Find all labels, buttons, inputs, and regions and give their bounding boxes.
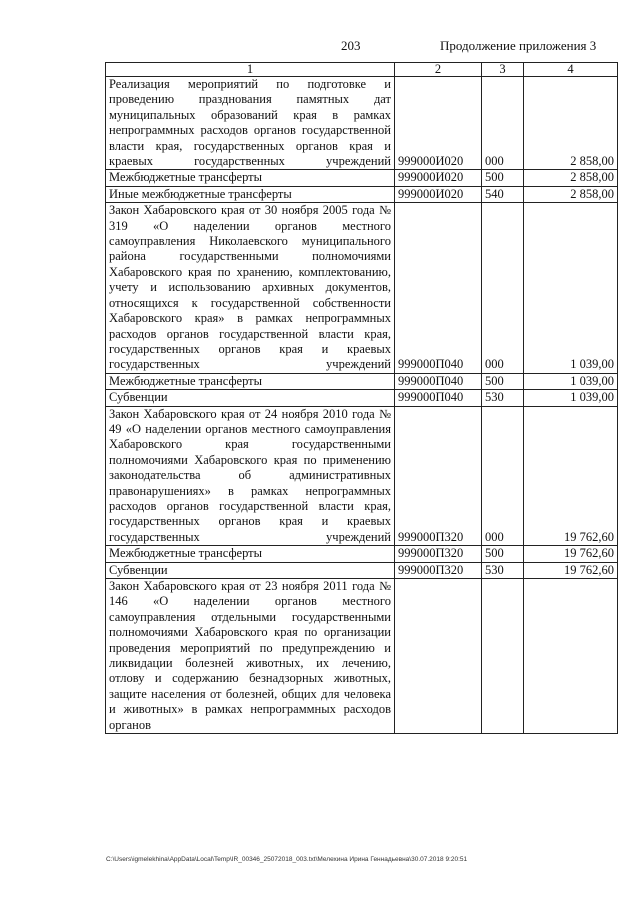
table-row	[106, 579, 618, 734]
column-header-2: 2	[395, 63, 482, 77]
row-code: 999000П040	[395, 390, 482, 406]
row-type: 500	[482, 546, 524, 562]
row-code: 999000П320	[395, 406, 482, 546]
table-row	[106, 546, 618, 562]
table-row	[106, 562, 618, 578]
row-amount: 1 039,00	[524, 373, 618, 389]
table-row	[106, 373, 618, 389]
column-header-4: 4	[524, 63, 618, 77]
table-row	[106, 77, 618, 170]
row-type: 000	[482, 77, 524, 170]
row-amount: 1 039,00	[524, 203, 618, 373]
table-row	[106, 203, 618, 373]
row-amount: 2 858,00	[524, 77, 618, 170]
row-amount: 1 039,00	[524, 390, 618, 406]
row-name: Закон Хабаровского края от 24 ноября 2010 года № 49 «О наделении органов местного самоуправления Хабаровского края государственными полномочиями Хабаровского края по применению законодательства об административных правонарушениях» в рамках непрограммных расходов органов государственной власти края, государственных органов края и краевых государственных учреждений	[106, 406, 395, 546]
row-amount: 2 858,00	[524, 170, 618, 186]
row-code: 999000И020	[395, 77, 482, 170]
row-name: Иные межбюджетные трансферты	[106, 186, 395, 202]
row-type: 500	[482, 373, 524, 389]
page-number: 203	[341, 38, 361, 53]
row-name: Реализация мероприятий по подготовке и проведению празднования памятных дат муниципальных образований края в рамках непрограммных расходов органов государственной власти края, государственных органов края и краевых государственных учреждений	[106, 77, 395, 170]
appendix-continuation-caption: Продолжение приложения 3	[440, 38, 597, 53]
row-type: 000	[482, 406, 524, 546]
row-code: 999000И020	[395, 170, 482, 186]
table-row	[106, 406, 618, 546]
row-name: Межбюджетные трансферты	[106, 373, 395, 389]
row-type: 530	[482, 390, 524, 406]
row-type: 540	[482, 186, 524, 202]
table-row	[106, 186, 618, 202]
row-name: Закон Хабаровского края от 30 ноября 2005 года № 319 «О наделении органов местного самоуправления Николаевского муниципального района государственными полномочиями Хабаровского края по хранению, комплектованию, учету и использованию архивных документов, относящихся к государственной собственности Хабаровского края» в рамках непрограммных расходов органов государственной власти края, государственных органов края и краевых государственных учреждений	[106, 203, 395, 373]
row-type: 500	[482, 170, 524, 186]
row-name: Субвенции	[106, 390, 395, 406]
file-path-footer: C:\Users\igmelekhina\AppData\Local\Temp\IR_00346_25072018_003.txt\Мелехина Ирина Геннадьевна\30.07.2018 9:20:51	[106, 856, 468, 863]
row-code: 999000П040	[395, 373, 482, 389]
row-name: Закон Хабаровского края от 23 ноября 2011 года № 146 «О наделении органов местного самоуправления отдельными государственными полномочиями Хабаровского края по организации проведения мероприятий по предупреждению и ликвидации болезней животных, их лечению, отлову и содержанию безнадзорных животных, защите населения от болезней, общих для человека и животных» в рамках непрограммных расходов органов	[106, 579, 395, 734]
row-amount: 19 762,60	[524, 562, 618, 578]
table-row	[106, 390, 618, 406]
row-amount: 19 762,60	[524, 546, 618, 562]
row-name: Межбюджетные трансферты	[106, 170, 395, 186]
column-header-1: 1	[106, 63, 395, 77]
row-amount: 19 762,60	[524, 406, 618, 546]
row-amount	[524, 579, 618, 734]
budget-table	[105, 62, 618, 734]
row-name: Межбюджетные трансферты	[106, 546, 395, 562]
row-name: Субвенции	[106, 562, 395, 578]
table-header-row	[106, 63, 618, 77]
row-amount: 2 858,00	[524, 186, 618, 202]
column-header-3: 3	[482, 63, 524, 77]
table-row	[106, 170, 618, 186]
row-code: 999000П320	[395, 546, 482, 562]
row-code: 999000И020	[395, 186, 482, 202]
row-code: 999000П040	[395, 203, 482, 373]
row-type: 530	[482, 562, 524, 578]
row-code: 999000П320	[395, 562, 482, 578]
row-type: 000	[482, 203, 524, 373]
row-code	[395, 579, 482, 734]
row-type	[482, 579, 524, 734]
